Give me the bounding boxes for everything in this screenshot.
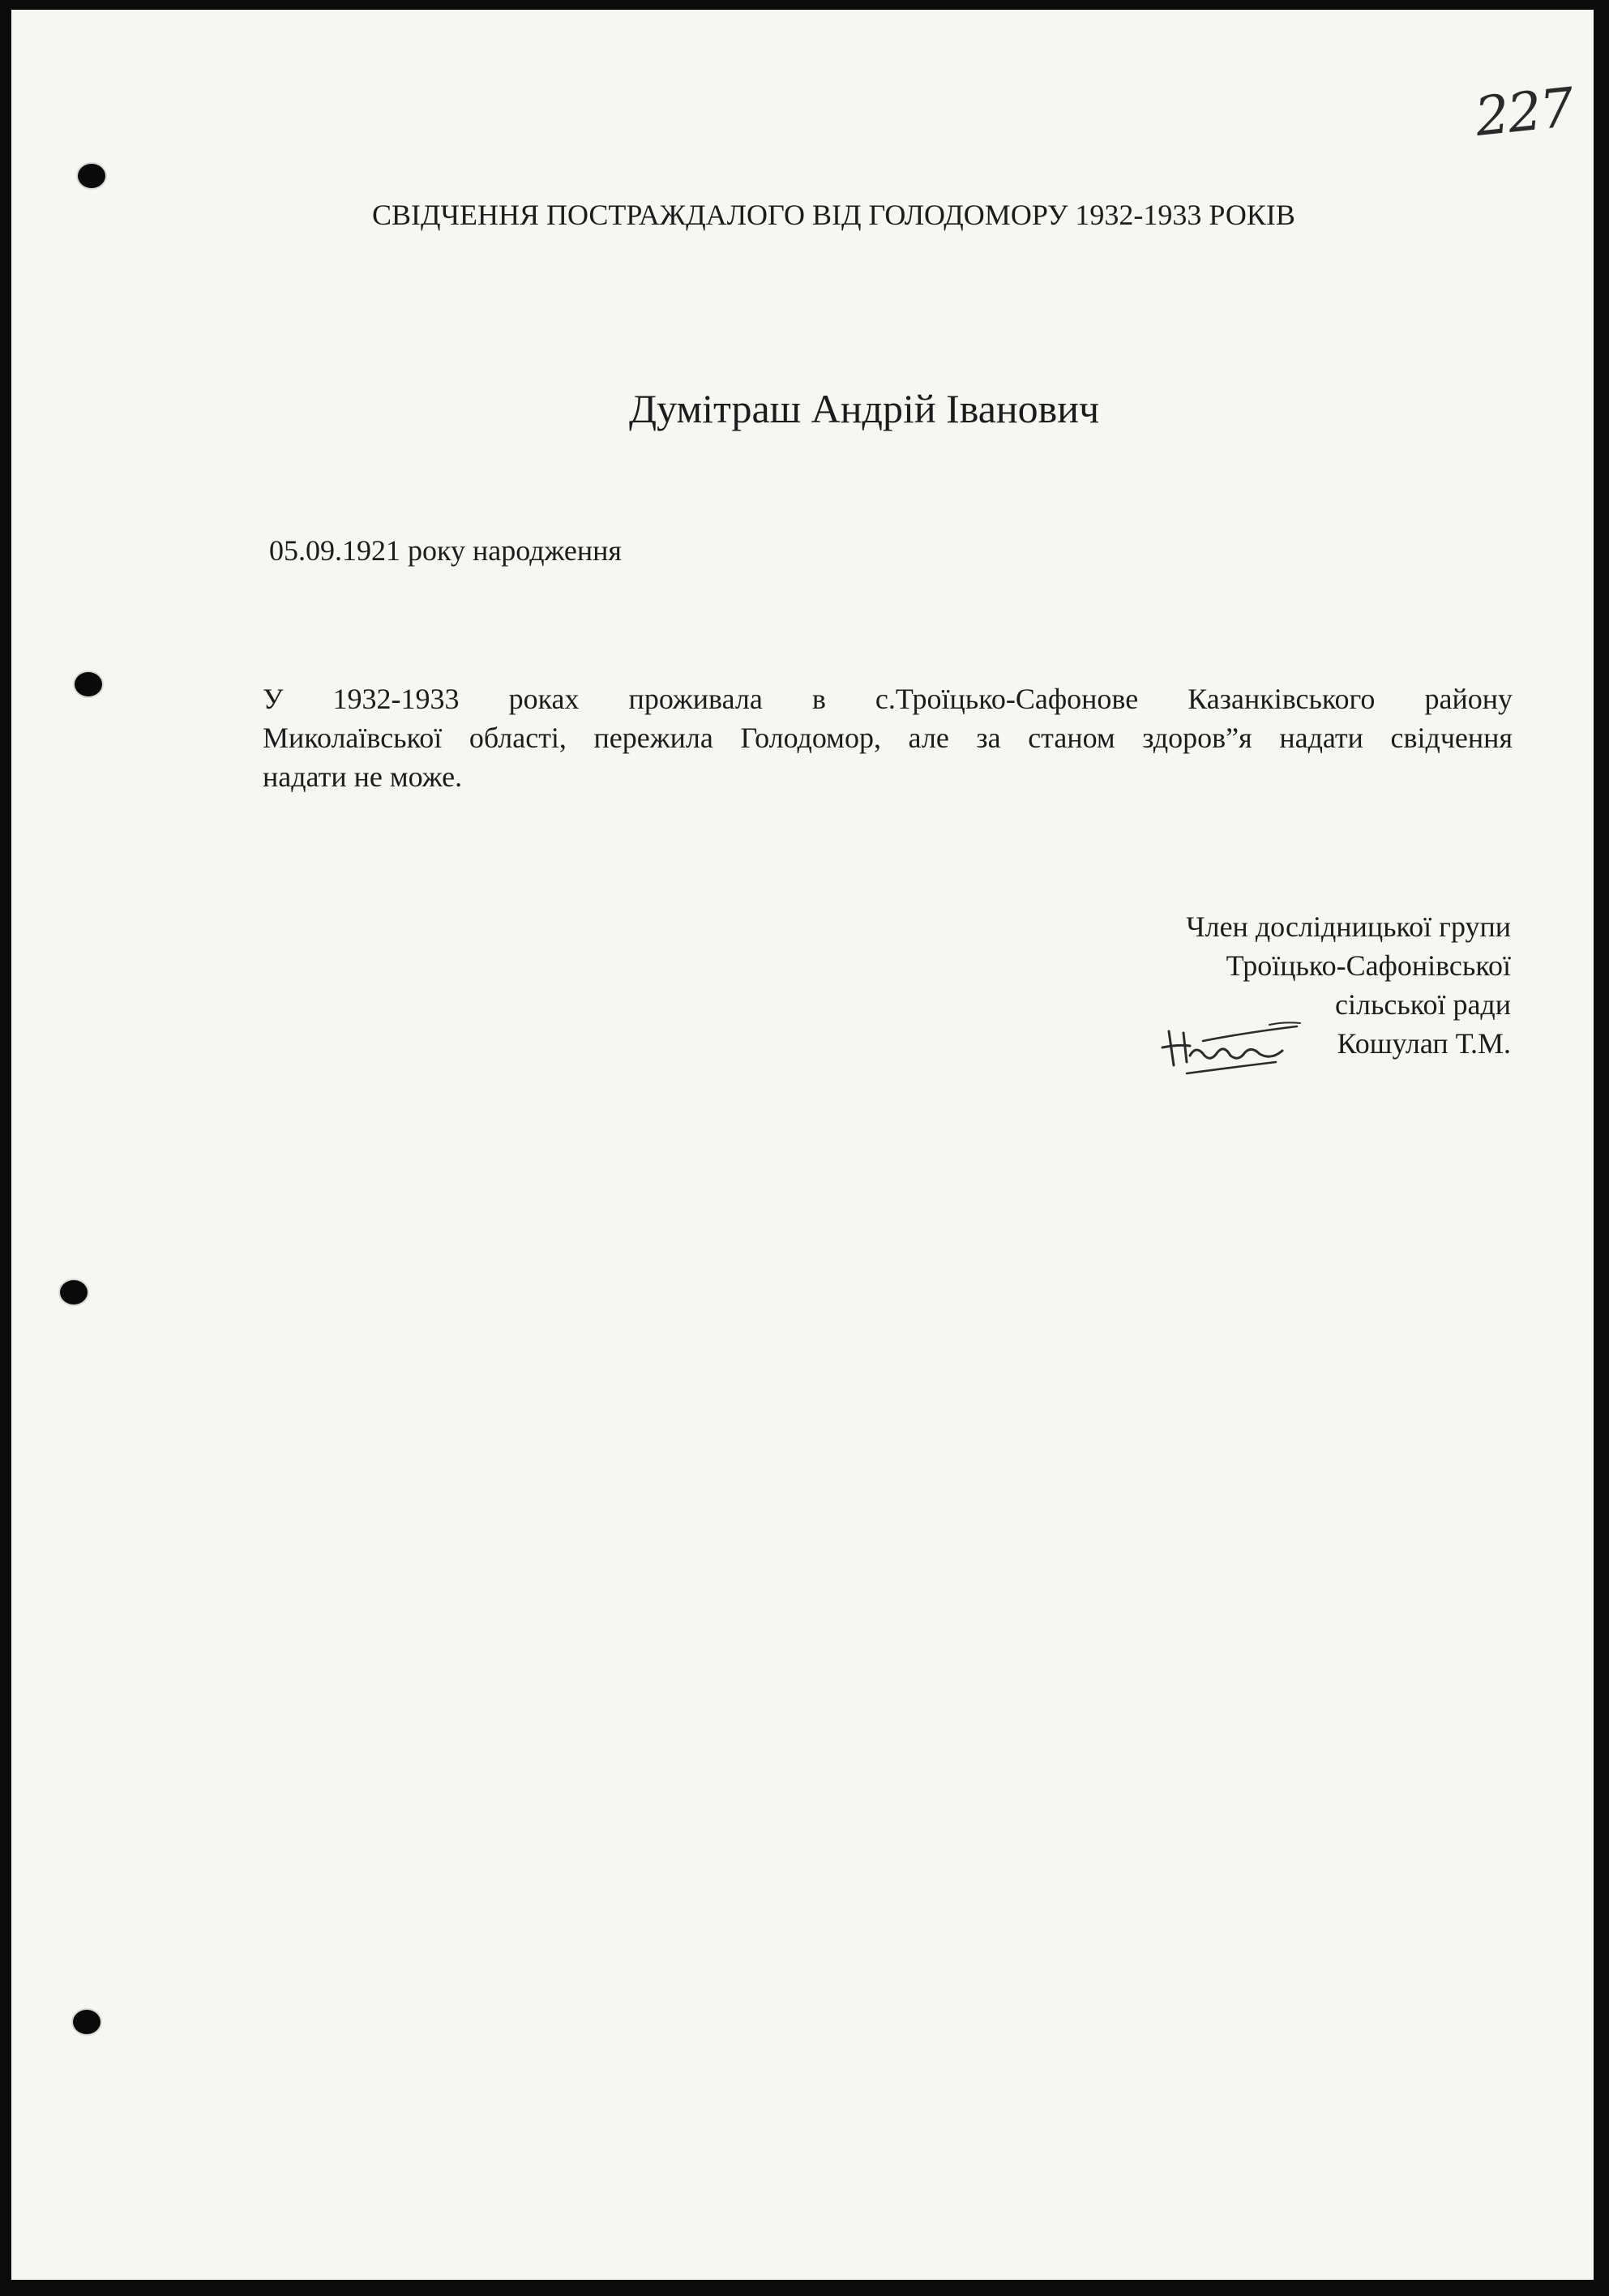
- document-title: СВІДЧЕННЯ ПОСТРАЖДАЛОГО ВІД ГОЛОДОМОРУ 1932-1933 РОКІВ: [372, 199, 1295, 231]
- punch-hole: [71, 2008, 102, 2036]
- testimony-line: Миколаївської області, пережила Голодомор, але за станом здоров”я надати свідчення: [263, 722, 1513, 754]
- document-page: [11, 10, 1594, 2280]
- signatory-name: Кошулап Т.М.: [1337, 1027, 1511, 1060]
- signatory-council: сільської ради: [1335, 988, 1511, 1021]
- punch-hole: [58, 1279, 89, 1306]
- testimony-line: У 1932-1933 роках проживала в с.Троїцько-Сафонове Казанківського району: [263, 683, 1513, 715]
- testimony-line: надати не може.: [263, 760, 463, 793]
- punch-hole: [73, 670, 104, 698]
- handwritten-signature: [1154, 1009, 1308, 1082]
- signatory-role: Член дослідницької групи: [1186, 910, 1511, 943]
- birth-date-line: 05.09.1921 року народження: [269, 534, 622, 567]
- signatory-organization: Троїцько-Сафонівської: [1226, 949, 1511, 982]
- handwritten-page-number: 227: [1472, 75, 1576, 149]
- testimony-paragraph: [263, 679, 1513, 796]
- person-name: Думітраш Андрій Іванович: [629, 386, 1100, 431]
- punch-hole: [76, 162, 107, 190]
